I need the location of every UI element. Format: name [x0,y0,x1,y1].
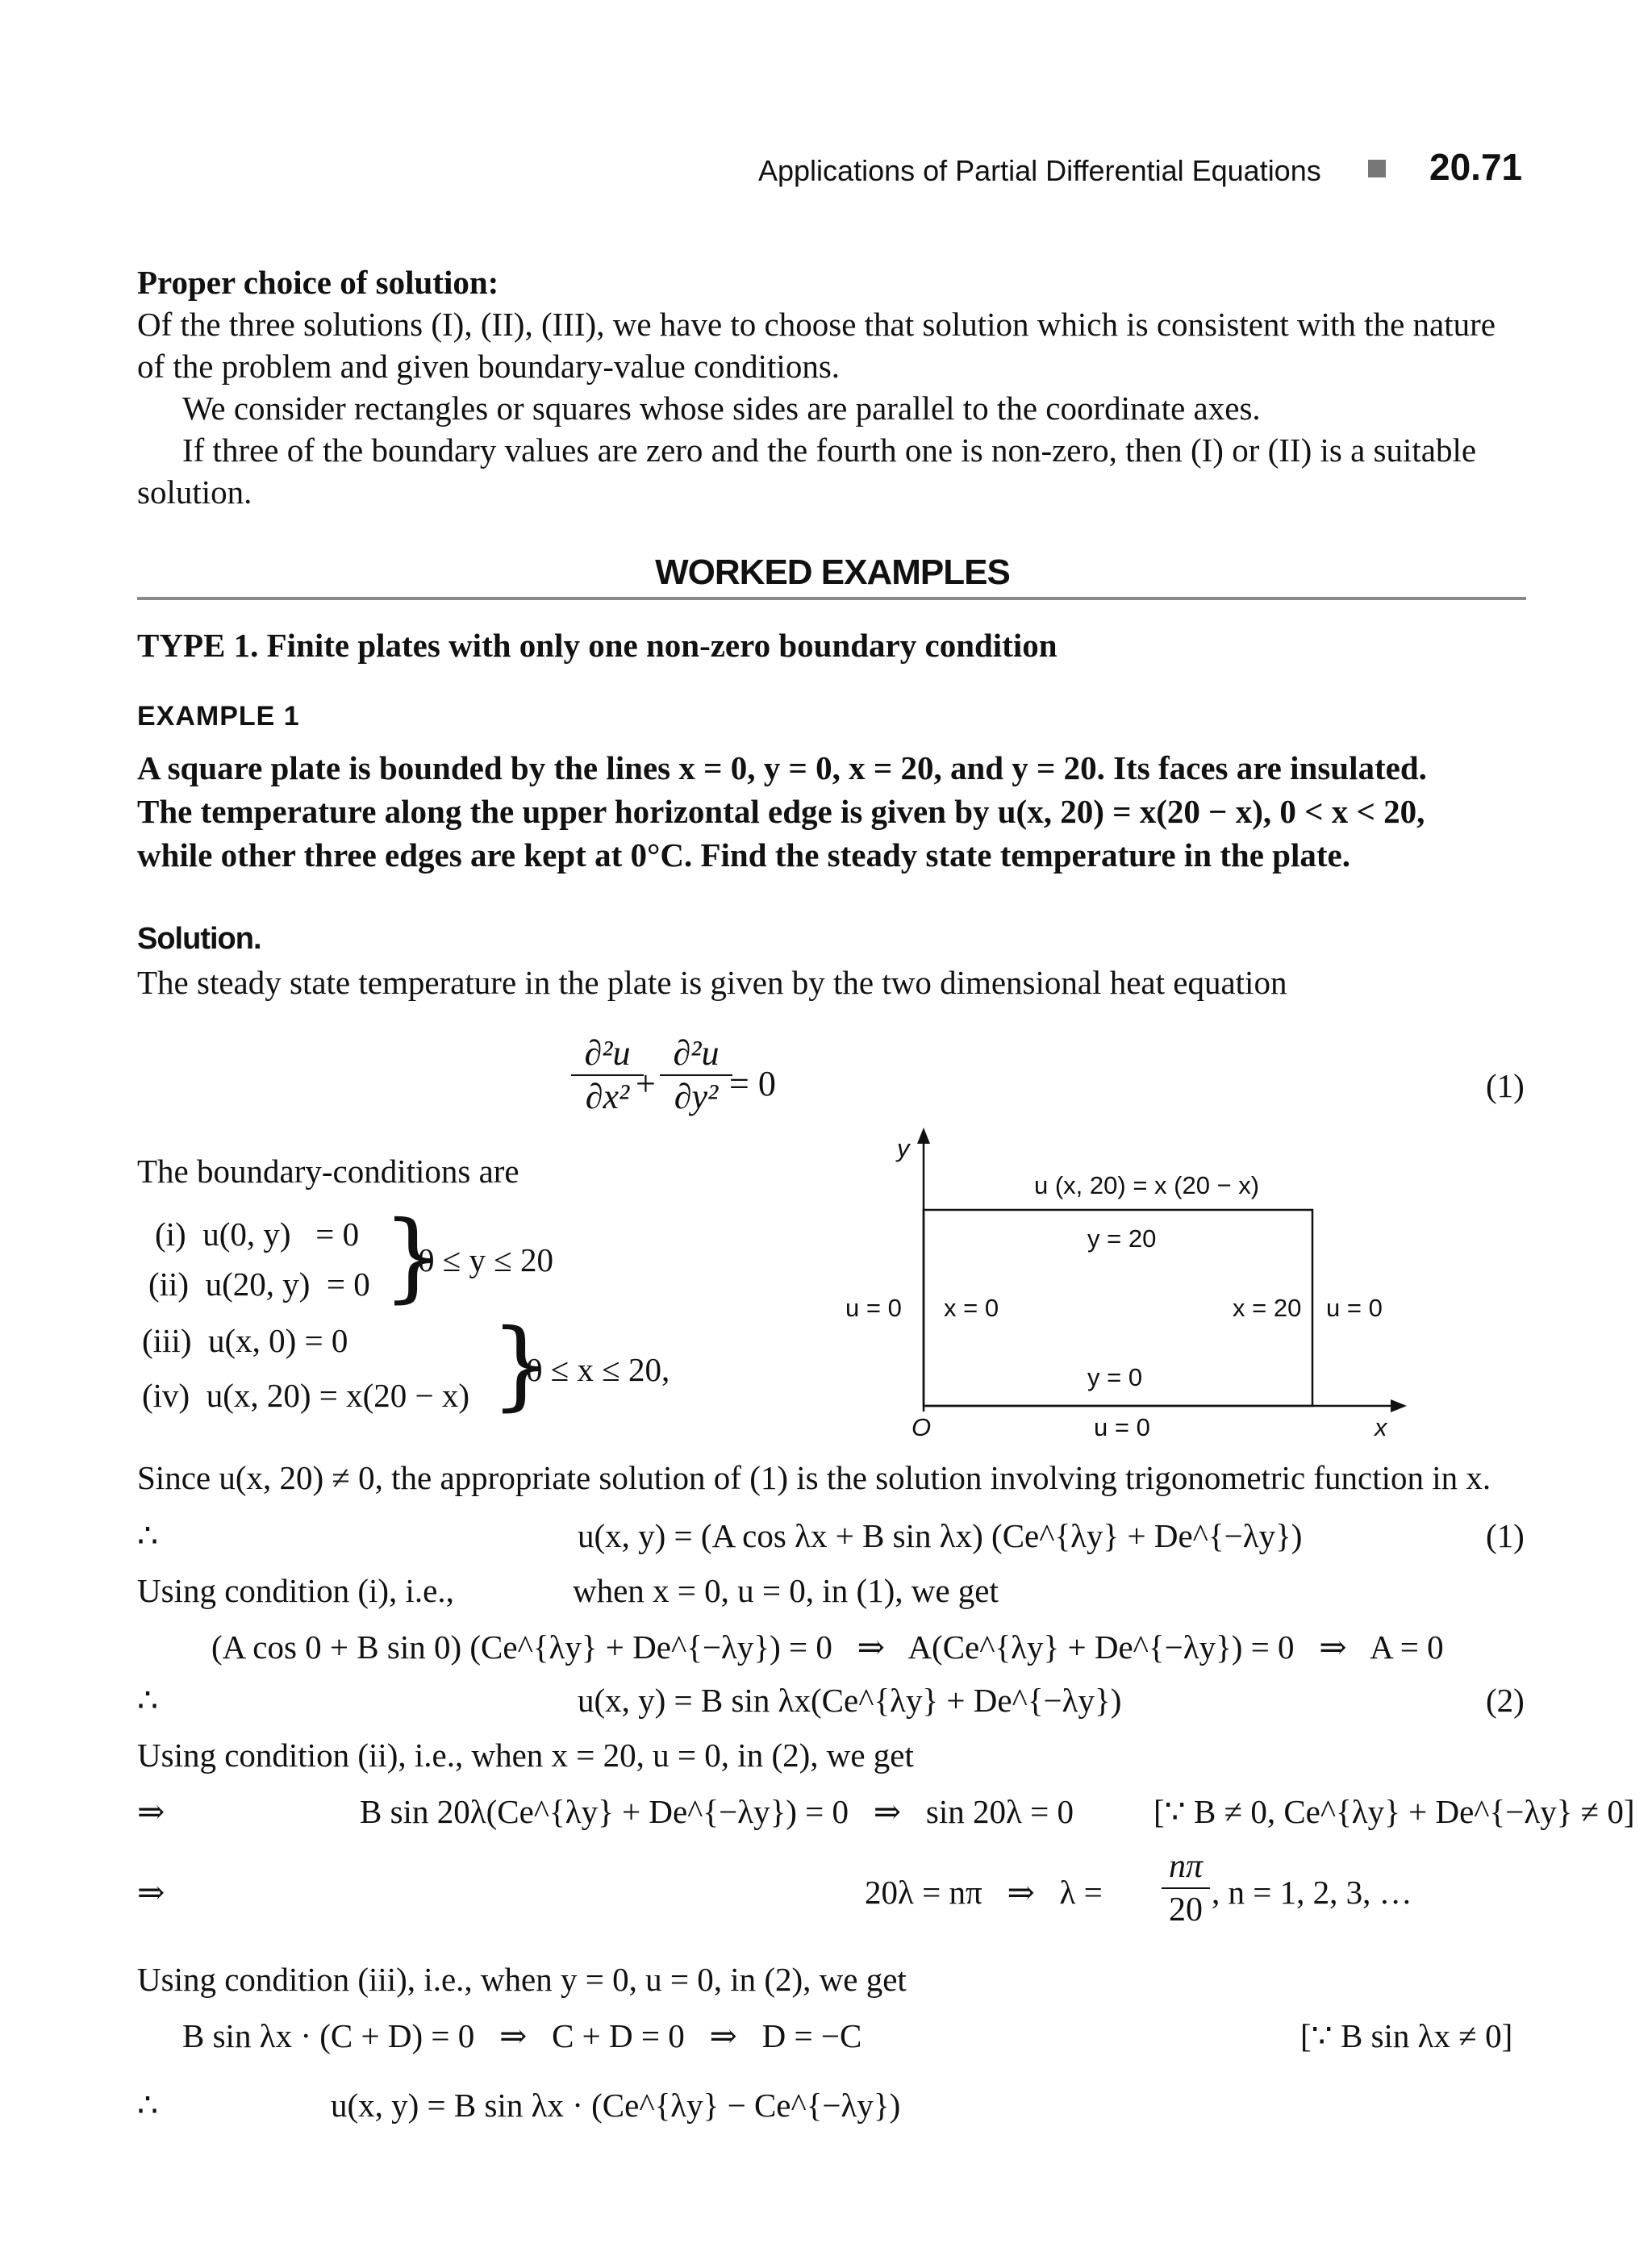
cond2-reason: [∵ B ≠ 0, Ce^{λy} + De^{−λy} ≠ 0] [1153,1793,1635,1830]
bc-condition-4: (iv) u(x, 20) = x(20 − x) [142,1377,470,1414]
bc-heading: The boundary-conditions are [137,1153,519,1190]
bc-brace-1: } [382,1201,444,1313]
intro-p3-line2: solution. [137,473,252,511]
cond3-eq: B sin λx · (C + D) = 0 ⇒ C + D = 0 ⇒ D = −C [182,2017,862,2054]
eq2: u(x, y) = B sin λx(Ce^{λy} + De^{−λy}) [578,1682,1122,1719]
bc-brace-2: } [490,1309,553,1421]
intro-p1-line1: Of the three solutions (I), (II), (III), we have to choose that solution which is consistent with the nature [137,306,1496,343]
solution-label: Solution. [137,922,261,956]
bc-condition-2: (ii) u(20, y) = 0 [148,1266,370,1303]
since-line: Since u(x, 20) ≠ 0, the appropriate solution of (1) is the solution involving trigonometric function in x. [137,1459,1491,1496]
heat-eq-plus: + [636,1064,656,1103]
fig-x-label: x [1375,1413,1387,1441]
intro-p1-line2: of the problem and given boundary-value conditions. [137,348,841,385]
eq-general: u(x, y) = (A cos λx + B sin λx) (Ce^{λy} + De^{−λy}) [578,1517,1303,1554]
fig-right-inside: x = 20 [1233,1294,1302,1322]
cond2-text: Using condition (ii), i.e., when x = 20, u = 0, in (2), we get [137,1737,914,1774]
intro-p2: We consider rectangles or squares whose sides are parallel to the coordinate axes. [182,390,1261,427]
heat-eq-frac-y: ∂²u ∂y² [660,1034,732,1116]
eq3: u(x, y) = B sin λx · (Ce^{λy} − Ce^{−λy}) [331,2087,901,2124]
type-heading: TYPE 1. Finite plates with only one non-zero boundary condition [137,627,1058,664]
solution-intro: The steady state temperature in the plate is given by the two dimensional heat equation [137,964,1287,1001]
eq2-tag: (2) [1486,1682,1525,1719]
fig-y-label: y [897,1134,910,1162]
fig-left-inside: x = 0 [944,1294,999,1322]
cond1-label: Using condition (i), i.e., [137,1572,454,1609]
implies-2: ⇒ [137,1874,165,1911]
fig-left-outside: u = 0 [845,1294,902,1322]
fig-bottom-outside: u = 0 [1094,1413,1150,1441]
running-title: Applications of Partial Differential Equations [758,154,1321,187]
bc-condition-3: (iii) u(x, 0) = 0 [142,1322,348,1359]
intro-heading: Proper choice of solution: [137,264,499,301]
example-line3: while other three edges are kept at 0°C. Find the steady state temperature in the plate. [137,836,1350,874]
page-number: 20.71 [1429,146,1523,188]
heat-eq-rhs: = 0 [729,1064,776,1103]
bc-range-x: 0 ≤ x ≤ 20, [526,1351,670,1388]
bc-range-y: 0 ≤ y ≤ 20 [418,1241,554,1278]
section-rule [137,597,1526,600]
heat-eq-tag: (1) [1486,1067,1525,1104]
lambda-eq-right: , n = 1, 2, 3, … [1212,1874,1412,1911]
heat-eq-frac-x: ∂²u ∂x² [571,1034,644,1116]
cond3-text: Using condition (iii), i.e., when y = 0, u = 0, in (2), we get [137,1961,907,1998]
fig-origin-label: O [912,1413,932,1441]
example-line1: A square plate is bounded by the lines x = 0, y = 0, x = 20, and y = 20. Its faces are insulated. [137,749,1427,786]
cond1-eq: (A cos 0 + B sin 0) (Ce^{λy} + De^{−λy}) = 0 ⇒ A(Ce^{λy} + De^{−λy}) = 0 ⇒ A = 0 [211,1628,1444,1666]
example-line2: The temperature along the upper horizontal edge is given by u(x, 20) = x(20 − x), 0 < x < 20, [137,793,1425,830]
therefore-3: ∴ [137,2087,159,2124]
fig-bottom-inside: y = 0 [1087,1363,1143,1391]
eq-general-tag: (1) [1486,1517,1525,1554]
therefore-2: ∴ [137,1682,159,1719]
implies-1: ⇒ [137,1793,165,1830]
fig-top-inside: y = 20 [1087,1224,1157,1253]
header-square-icon [1368,160,1386,177]
x-axis-arrowhead [1391,1399,1407,1412]
fig-right-outside: u = 0 [1326,1294,1383,1322]
cond3-reason: [∵ B sin λx ≠ 0] [1300,2017,1513,2054]
section-title: WORKED EXAMPLES [655,553,1010,592]
therefore-1: ∴ [137,1517,159,1554]
lambda-eq-left: 20λ = nπ ⇒ λ = [865,1874,1103,1911]
cond1-text: when x = 0, u = 0, in (1), we get [573,1572,999,1609]
fig-top-label: u (x, 20) = x (20 − x) [1034,1171,1260,1199]
bc-condition-1: (i) u(0, y) = 0 [155,1216,360,1253]
lambda-frac: nπ 20 [1162,1847,1210,1929]
example-label: EXAMPLE 1 [137,701,300,732]
cond2-eq: B sin 20λ(Ce^{λy} + De^{−λy}) = 0 ⇒ sin 20λ = 0 [360,1793,1074,1830]
intro-p3-line1: If three of the boundary values are zero and the fourth one is non-zero, then (I) or (II) is a suitable [182,432,1477,469]
y-axis-arrowhead [917,1128,930,1144]
